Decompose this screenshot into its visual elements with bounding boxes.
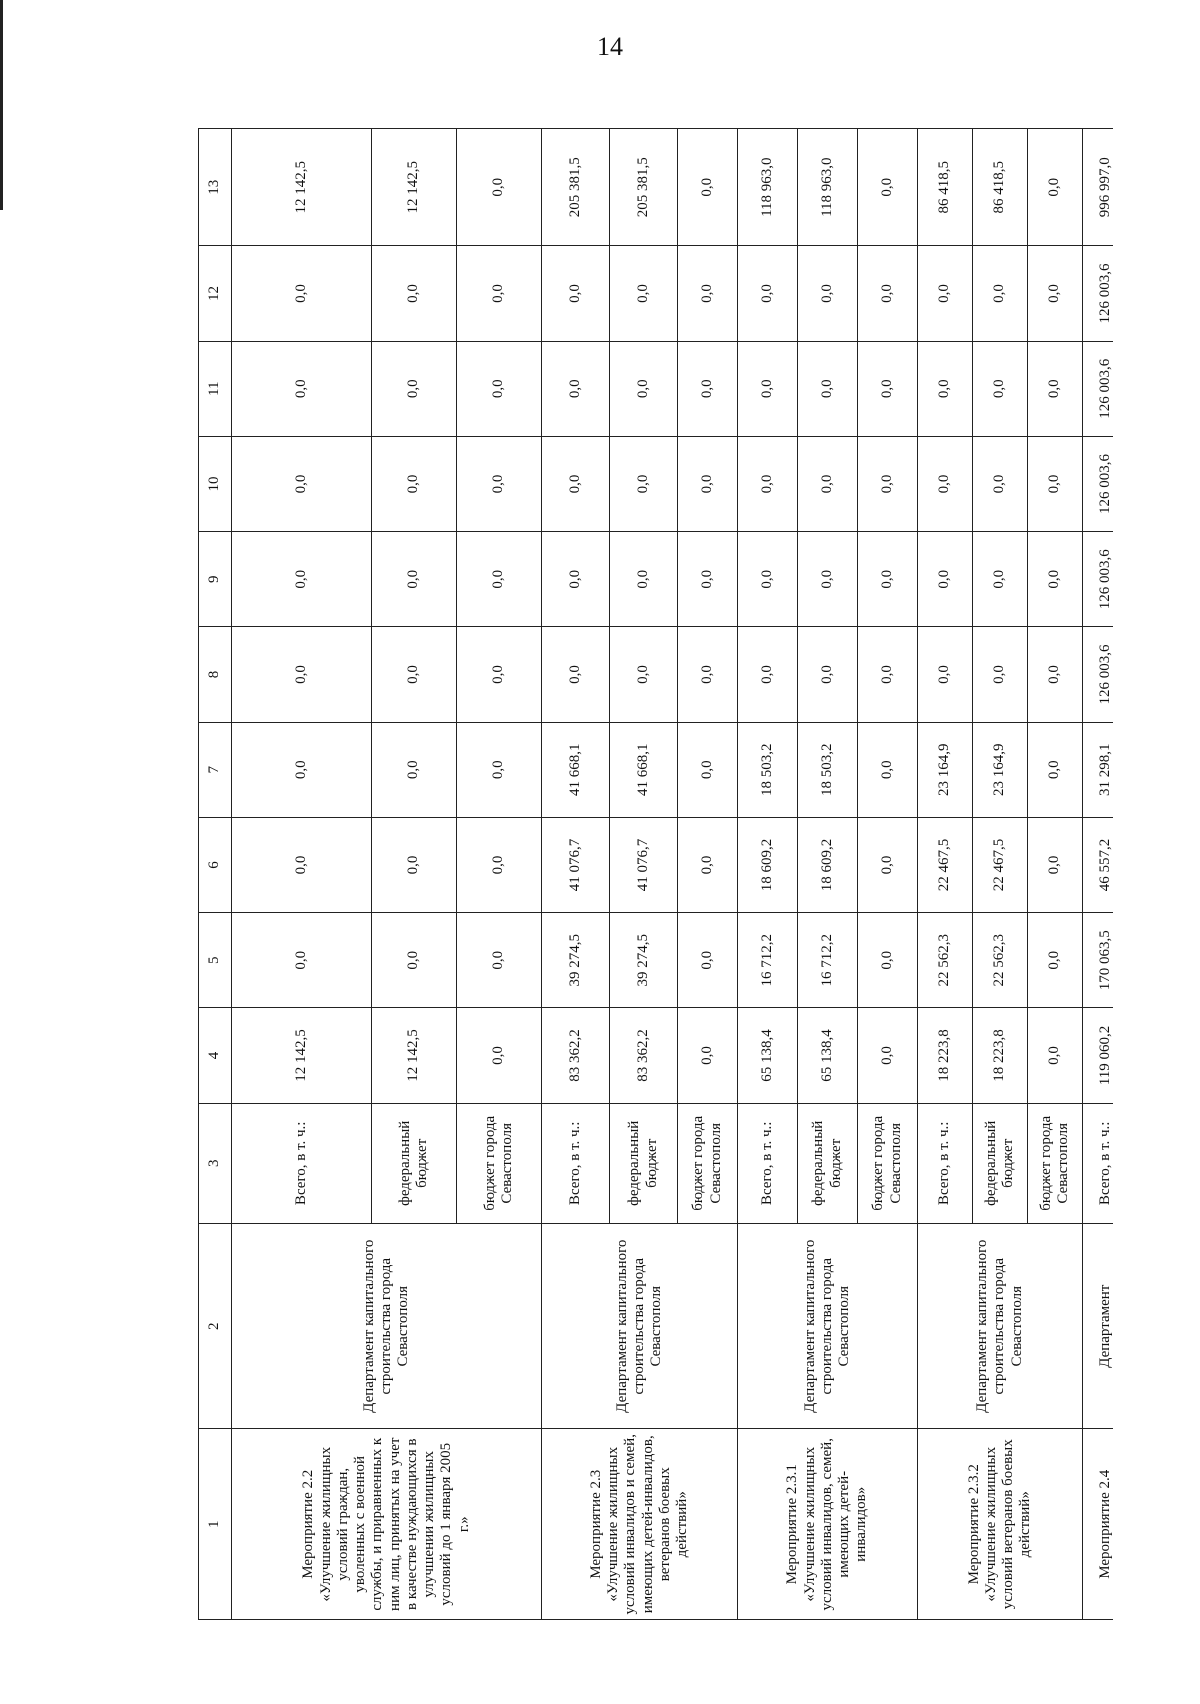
year-value-cell: 0,0 (678, 722, 738, 817)
total-value-cell: 996 997,0 (1083, 129, 1114, 246)
year-value-cell: 0,0 (372, 532, 457, 627)
department-cell: Департамент капитального строительства города Севастополя (918, 1223, 1083, 1429)
year-value-cell: 41 668,1 (610, 722, 678, 817)
budget-table (198, 128, 1113, 1620)
year-value-cell: 0,0 (610, 436, 678, 531)
year-value-cell: 0,0 (858, 817, 918, 912)
year-value-cell: 18 223,8 (973, 1008, 1028, 1103)
year-value-cell: 0,0 (1028, 817, 1083, 912)
year-value-cell: 18 223,8 (918, 1008, 973, 1103)
column-number-header: 11 (199, 341, 232, 436)
column-number-header: 3 (199, 1103, 232, 1223)
year-value-cell: 65 138,4 (738, 1008, 798, 1103)
year-value-cell: 0,0 (678, 341, 738, 436)
funding-source-cell: федеральный бюджет (798, 1103, 858, 1223)
year-value-cell: 0,0 (610, 627, 678, 722)
year-value-cell: 0,0 (610, 532, 678, 627)
year-value-cell: 18 503,2 (798, 722, 858, 817)
year-value-cell: 0,0 (858, 532, 918, 627)
year-value-cell: 0,0 (798, 532, 858, 627)
year-value-cell: 0,0 (858, 436, 918, 531)
year-value-cell: 0,0 (372, 627, 457, 722)
year-value-cell: 0,0 (918, 532, 973, 627)
total-value-cell: 118 963,0 (798, 129, 858, 246)
year-value-cell: 0,0 (798, 341, 858, 436)
year-value-cell: 0,0 (232, 246, 372, 341)
year-value-cell: 23 164,9 (973, 722, 1028, 817)
funding-source-cell: федеральный бюджет (610, 1103, 678, 1223)
year-value-cell: 0,0 (1028, 722, 1083, 817)
year-value-cell: 0,0 (372, 722, 457, 817)
column-number-header: 7 (199, 722, 232, 817)
department-cell: Департамент капитального строительства города Севастополя (232, 1223, 542, 1429)
year-value-cell: 83 362,2 (610, 1008, 678, 1103)
year-value-cell: 170 063,5 (1083, 913, 1114, 1008)
table-row (542, 129, 610, 1620)
year-value-cell: 0,0 (798, 436, 858, 531)
year-value-cell: 0,0 (372, 246, 457, 341)
year-value-cell: 0,0 (973, 246, 1028, 341)
year-value-cell: 0,0 (1028, 913, 1083, 1008)
measure-name-cell: Мероприятие 2.3.2 «Улучшение жилищных условий ветеранов боевых действий» (918, 1429, 1083, 1620)
year-value-cell: 39 274,5 (542, 913, 610, 1008)
year-value-cell: 18 609,2 (798, 817, 858, 912)
year-value-cell: 41 668,1 (542, 722, 610, 817)
year-value-cell: 0,0 (542, 341, 610, 436)
year-value-cell: 119 060,2 (1083, 1008, 1114, 1103)
funding-source-cell: бюджет города Севастополя (457, 1103, 542, 1223)
funding-source-cell: Всего, в т. ч.: (542, 1103, 610, 1223)
year-value-cell: 0,0 (232, 722, 372, 817)
table-viewport (198, 128, 1113, 1620)
year-value-cell: 0,0 (1028, 436, 1083, 531)
department-cell: Департамент (1083, 1223, 1114, 1429)
year-value-cell: 0,0 (232, 627, 372, 722)
header-row (199, 129, 232, 1620)
year-value-cell: 0,0 (542, 436, 610, 531)
year-value-cell: 0,0 (918, 246, 973, 341)
funding-source-cell: Всего, в т. ч.: (232, 1103, 372, 1223)
year-value-cell: 126 003,6 (1083, 246, 1114, 341)
year-value-cell: 41 076,7 (610, 817, 678, 912)
funding-source-cell: Всего, в т. ч.: (1083, 1103, 1114, 1223)
funding-source-cell: бюджет города Севастополя (1028, 1103, 1083, 1223)
year-value-cell: 126 003,6 (1083, 436, 1114, 531)
year-value-cell: 0,0 (457, 627, 542, 722)
year-value-cell: 18 609,2 (738, 817, 798, 912)
column-number-header: 5 (199, 913, 232, 1008)
year-value-cell: 0,0 (858, 722, 918, 817)
year-value-cell: 0,0 (232, 913, 372, 1008)
year-value-cell: 23 164,9 (918, 722, 973, 817)
year-value-cell: 0,0 (372, 817, 457, 912)
year-value-cell: 0,0 (678, 627, 738, 722)
table-row (918, 129, 973, 1620)
year-value-cell: 22 467,5 (918, 817, 973, 912)
year-value-cell: 0,0 (1028, 341, 1083, 436)
year-value-cell: 0,0 (678, 436, 738, 531)
year-value-cell: 0,0 (372, 341, 457, 436)
year-value-cell: 126 003,6 (1083, 627, 1114, 722)
year-value-cell: 65 138,4 (798, 1008, 858, 1103)
year-value-cell: 0,0 (678, 1008, 738, 1103)
column-number-header: 2 (199, 1223, 232, 1429)
year-value-cell: 0,0 (798, 627, 858, 722)
funding-source-cell: федеральный бюджет (973, 1103, 1028, 1223)
column-number-header: 12 (199, 246, 232, 341)
year-value-cell: 0,0 (1028, 1008, 1083, 1103)
table-row (232, 129, 372, 1620)
year-value-cell: 46 557,2 (1083, 817, 1114, 912)
year-value-cell: 0,0 (973, 532, 1028, 627)
year-value-cell: 0,0 (457, 722, 542, 817)
column-number-header: 4 (199, 1008, 232, 1103)
page-number: 14 (597, 32, 623, 61)
column-number-header: 9 (199, 532, 232, 627)
year-value-cell: 0,0 (232, 341, 372, 436)
scan-edge-mark (0, 0, 3, 210)
year-value-cell: 0,0 (858, 627, 918, 722)
total-value-cell: 12 142,5 (232, 129, 372, 246)
year-value-cell: 0,0 (858, 341, 918, 436)
year-value-cell: 0,0 (457, 532, 542, 627)
year-value-cell: 0,0 (738, 341, 798, 436)
year-value-cell: 0,0 (1028, 532, 1083, 627)
year-value-cell: 126 003,6 (1083, 532, 1114, 627)
year-value-cell: 0,0 (678, 246, 738, 341)
year-value-cell: 41 076,7 (542, 817, 610, 912)
year-value-cell: 39 274,5 (610, 913, 678, 1008)
year-value-cell: 0,0 (973, 341, 1028, 436)
year-value-cell: 18 503,2 (738, 722, 798, 817)
funding-source-cell: федеральный бюджет (372, 1103, 457, 1223)
funding-source-cell: Всего, в т. ч.: (738, 1103, 798, 1223)
department-cell: Департамент капитального строительства города Севастополя (542, 1223, 738, 1429)
table-body (199, 129, 1114, 1620)
year-value-cell: 0,0 (542, 246, 610, 341)
total-value-cell: 205 381,5 (610, 129, 678, 246)
year-value-cell: 12 142,5 (372, 1008, 457, 1103)
year-value-cell: 0,0 (542, 532, 610, 627)
year-value-cell: 0,0 (678, 817, 738, 912)
year-value-cell: 0,0 (918, 627, 973, 722)
year-value-cell: 0,0 (542, 627, 610, 722)
year-value-cell: 22 467,5 (973, 817, 1028, 912)
measure-name-cell: Мероприятие 2.4 (1083, 1429, 1114, 1620)
measure-name-cell: Мероприятие 2.3.1 «Улучшение жилищных условий инвалидов, семей, имеющих детей-инвалидов» (738, 1429, 918, 1620)
total-value-cell: 118 963,0 (738, 129, 798, 246)
table-row (1083, 129, 1114, 1620)
year-value-cell: 0,0 (738, 436, 798, 531)
year-value-cell: 0,0 (738, 627, 798, 722)
year-value-cell: 83 362,2 (542, 1008, 610, 1103)
year-value-cell: 0,0 (610, 341, 678, 436)
year-value-cell: 0,0 (973, 627, 1028, 722)
year-value-cell: 0,0 (973, 436, 1028, 531)
total-value-cell: 0,0 (1028, 129, 1083, 246)
year-value-cell: 0,0 (372, 436, 457, 531)
year-value-cell: 0,0 (738, 246, 798, 341)
year-value-cell: 0,0 (678, 913, 738, 1008)
year-value-cell: 22 562,3 (973, 913, 1028, 1008)
year-value-cell: 0,0 (232, 532, 372, 627)
year-value-cell: 16 712,2 (738, 913, 798, 1008)
column-number-header: 8 (199, 627, 232, 722)
year-value-cell: 0,0 (457, 341, 542, 436)
column-number-header: 6 (199, 817, 232, 912)
table-row (738, 129, 798, 1620)
year-value-cell: 0,0 (1028, 246, 1083, 341)
year-value-cell: 0,0 (232, 436, 372, 531)
funding-source-cell: бюджет города Севастополя (858, 1103, 918, 1223)
column-number-header: 10 (199, 436, 232, 531)
year-value-cell: 0,0 (457, 436, 542, 531)
total-value-cell: 205 381,5 (542, 129, 610, 246)
year-value-cell: 0,0 (610, 246, 678, 341)
year-value-cell: 16 712,2 (798, 913, 858, 1008)
year-value-cell: 0,0 (918, 436, 973, 531)
column-number-header: 13 (199, 129, 232, 246)
year-value-cell: 0,0 (457, 817, 542, 912)
year-value-cell: 22 562,3 (918, 913, 973, 1008)
column-number-header: 1 (199, 1429, 232, 1620)
total-value-cell: 12 142,5 (372, 129, 457, 246)
year-value-cell: 0,0 (858, 913, 918, 1008)
year-value-cell: 0,0 (457, 1008, 542, 1103)
total-value-cell: 86 418,5 (918, 129, 973, 246)
total-value-cell: 0,0 (457, 129, 542, 246)
year-value-cell: 0,0 (457, 246, 542, 341)
total-value-cell: 86 418,5 (973, 129, 1028, 246)
year-value-cell: 31 298,1 (1083, 722, 1114, 817)
total-value-cell: 0,0 (858, 129, 918, 246)
year-value-cell: 0,0 (858, 246, 918, 341)
year-value-cell: 0,0 (457, 913, 542, 1008)
year-value-cell: 0,0 (858, 1008, 918, 1103)
total-value-cell: 0,0 (678, 129, 738, 246)
measure-name-cell: Мероприятие 2.2 «Улучшение жилищных условий граждан, уволенных с военной службы, и приравненных к ним лиц, принятых на учет в качестве нуждающихся в улучшении жилищных условий до 1 января 2005 г.» (232, 1429, 542, 1620)
funding-source-cell: Всего, в т. ч.: (918, 1103, 973, 1223)
year-value-cell: 0,0 (232, 817, 372, 912)
year-value-cell: 0,0 (372, 913, 457, 1008)
year-value-cell: 126 003,6 (1083, 341, 1114, 436)
year-value-cell: 12 142,5 (232, 1008, 372, 1103)
year-value-cell: 0,0 (798, 246, 858, 341)
year-value-cell: 0,0 (738, 532, 798, 627)
measure-name-cell: Мероприятие 2.3 «Улучшение жилищных условий инвалидов и семей, имеющих детей-инвалидов, ветеранов боевых действий» (542, 1429, 738, 1620)
funding-source-cell: бюджет города Севастополя (678, 1103, 738, 1223)
department-cell: Департамент капитального строительства города Севастополя (738, 1223, 918, 1429)
year-value-cell: 0,0 (918, 341, 973, 436)
rotated-table-container (198, 128, 1113, 1620)
year-value-cell: 0,0 (1028, 627, 1083, 722)
year-value-cell: 0,0 (678, 532, 738, 627)
